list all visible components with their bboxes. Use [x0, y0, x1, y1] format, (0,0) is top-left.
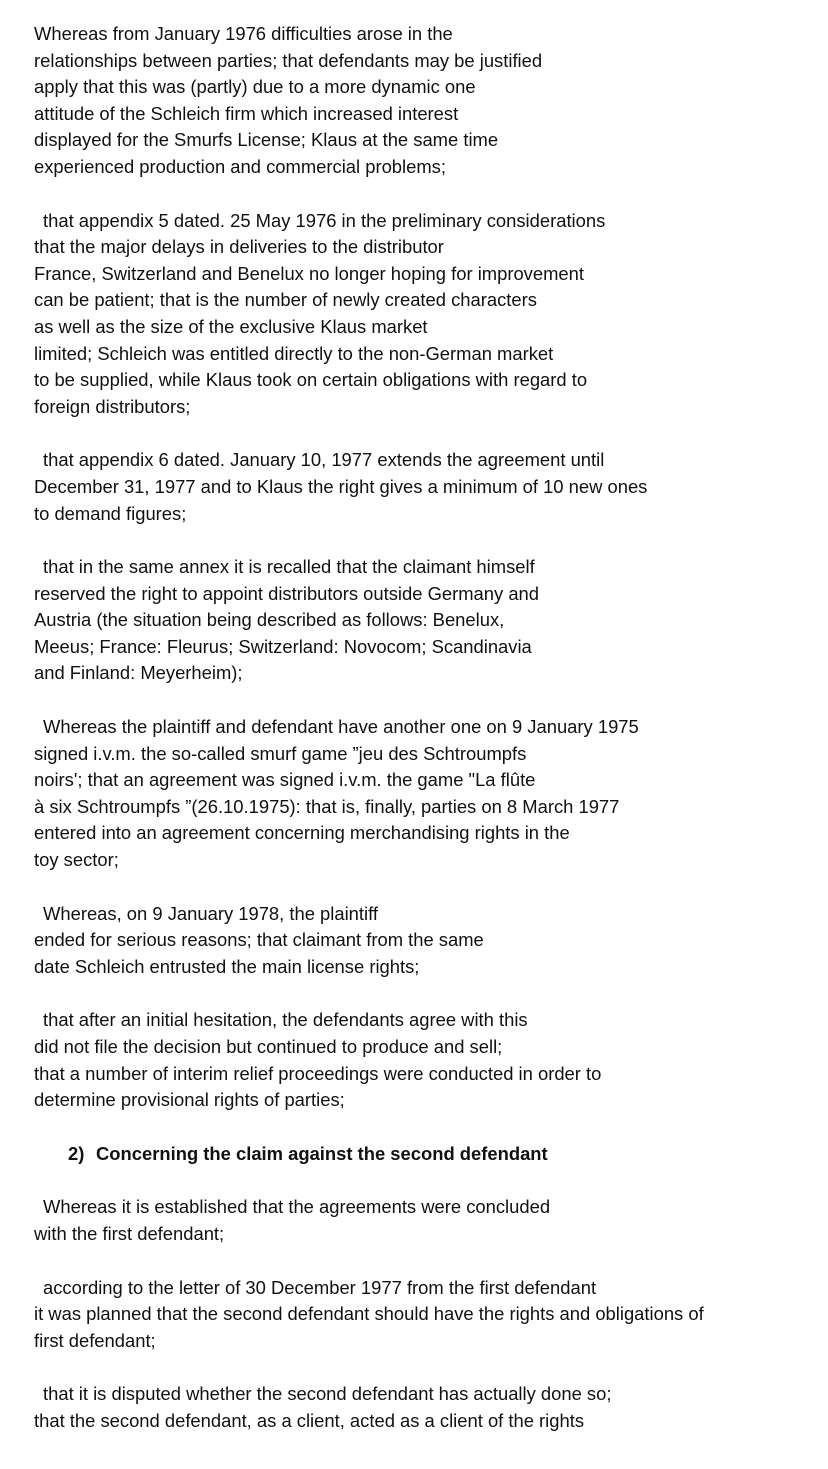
- paragraph: [34, 21, 814, 181]
- text-line: as well as the size of the exclusive Klaus market: [34, 315, 428, 337]
- text-line: according to the letter of 30 December 1977 from the first defendant: [43, 1276, 597, 1298]
- text-line: experienced production and commercial problems;: [34, 155, 446, 177]
- paragraph-gap: [34, 527, 814, 554]
- paragraph: [34, 901, 814, 981]
- text-line: that after an initial hesitation, the defendants agree with this: [43, 1009, 528, 1031]
- text-line: Whereas the plaintiff and defendant have another one on 9 January 1975: [43, 716, 639, 738]
- text-line: did not file the decision but continued to produce and sell;: [34, 1036, 503, 1057]
- paragraph-gap: [34, 687, 814, 714]
- text-line: with the first defendant;: [34, 1222, 225, 1244]
- text-line: Whereas, on 9 January 1978, the plaintiff: [43, 902, 378, 924]
- paragraph: [34, 1275, 814, 1355]
- text-line: it was planned that the second defendant should have the rights and obligations of: [34, 1303, 704, 1325]
- text-line: toy sector;: [34, 849, 119, 871]
- text-line: that in the same annex it is recalled that the claimant himself: [43, 556, 535, 578]
- paragraph-gap: [34, 1248, 814, 1275]
- paragraph: [34, 554, 814, 687]
- text-line: Meeus; France: Fleurus; Switzerland: Novocom; Scandinavia: [34, 635, 532, 657]
- text-line: first defendant;: [34, 1329, 156, 1351]
- text-line: relationships between parties; that defendants may be justified: [34, 49, 543, 71]
- paragraph: [34, 1381, 814, 1434]
- paragraph: [34, 1007, 814, 1113]
- section-title: Concerning the claim against the second defendant: [96, 1142, 548, 1164]
- text-line: limited; Schleich was entitled directly to the non-German market: [34, 342, 554, 364]
- paragraph-gap: [34, 1354, 814, 1381]
- text-line: and Finland: Meyerheim);: [34, 662, 243, 684]
- text-line: to be supplied, while Klaus took on certain obligations with regard to: [34, 369, 588, 391]
- document-page: [34, 21, 814, 1435]
- text-line: Whereas from January 1976 difficulties arose in the: [34, 23, 453, 44]
- paragraph: [34, 1194, 814, 1247]
- text-line: foreign distributors;: [34, 395, 191, 417]
- paragraph-gap: [34, 980, 814, 1007]
- text-line: ended for serious reasons; that claimant from the same: [34, 929, 484, 951]
- paragraph: [34, 208, 814, 421]
- text-line: that appendix 6 dated. January 10, 1977 extends the agreement until: [43, 449, 605, 471]
- text-line: France, Switzerland and Benelux no longer hoping for improvement: [34, 262, 584, 284]
- paragraph-gap: [34, 874, 814, 901]
- paragraph: [34, 714, 814, 874]
- paragraph: [34, 447, 814, 527]
- text-line: reserved the right to appoint distributors outside Germany and: [34, 582, 539, 604]
- text-line: signed i.v.m. the so-called smurf game ”jeu des Schtroumpfs: [34, 742, 527, 764]
- text-line: to demand figures;: [34, 502, 187, 524]
- text-line: can be patient; that is the number of newly created characters: [34, 289, 537, 311]
- text-line: December 31, 1977 and to Klaus the right gives a minimum of 10 new ones: [34, 475, 648, 497]
- text-line: displayed for the Smurfs License; Klaus at the same time: [34, 129, 499, 151]
- text-line: that the second defendant, as a client, acted as a client of the rights: [34, 1409, 585, 1431]
- paragraph-gap: [34, 420, 814, 447]
- text-line: apply that this was (partly) due to a more dynamic one: [34, 76, 476, 98]
- text-line: Whereas it is established that the agreements were concluded: [43, 1196, 551, 1218]
- text-line: determine provisional rights of parties;: [34, 1089, 345, 1111]
- text-line: that the major delays in deliveries to the distributor: [34, 236, 444, 258]
- text-line: noirs'; that an agreement was signed i.v.m. the game "La flûte: [34, 769, 536, 791]
- text-line: date Schleich entrusted the main license rights;: [34, 955, 420, 977]
- text-line: attitude of the Schleich firm which increased interest: [34, 102, 459, 124]
- paragraph-gap: [34, 1167, 814, 1194]
- text-line: that a number of interim relief proceedings were conducted in order to: [34, 1062, 602, 1084]
- section-heading: [34, 1141, 814, 1168]
- text-line: à six Schtroumpfs ”(26.10.1975): that is, finally, parties on 8 March 1977: [34, 795, 620, 817]
- text-line: that appendix 5 dated. 25 May 1976 in the preliminary considerations: [43, 209, 606, 231]
- section-number: 2): [68, 1142, 85, 1164]
- paragraph-gap: [34, 181, 814, 208]
- paragraph-gap: [34, 1114, 814, 1141]
- text-line: that it is disputed whether the second defendant has actually done so;: [43, 1383, 612, 1405]
- text-line: entered into an agreement concerning merchandising rights in the: [34, 822, 570, 844]
- text-line: Austria (the situation being described as follows: Benelux,: [34, 609, 505, 631]
